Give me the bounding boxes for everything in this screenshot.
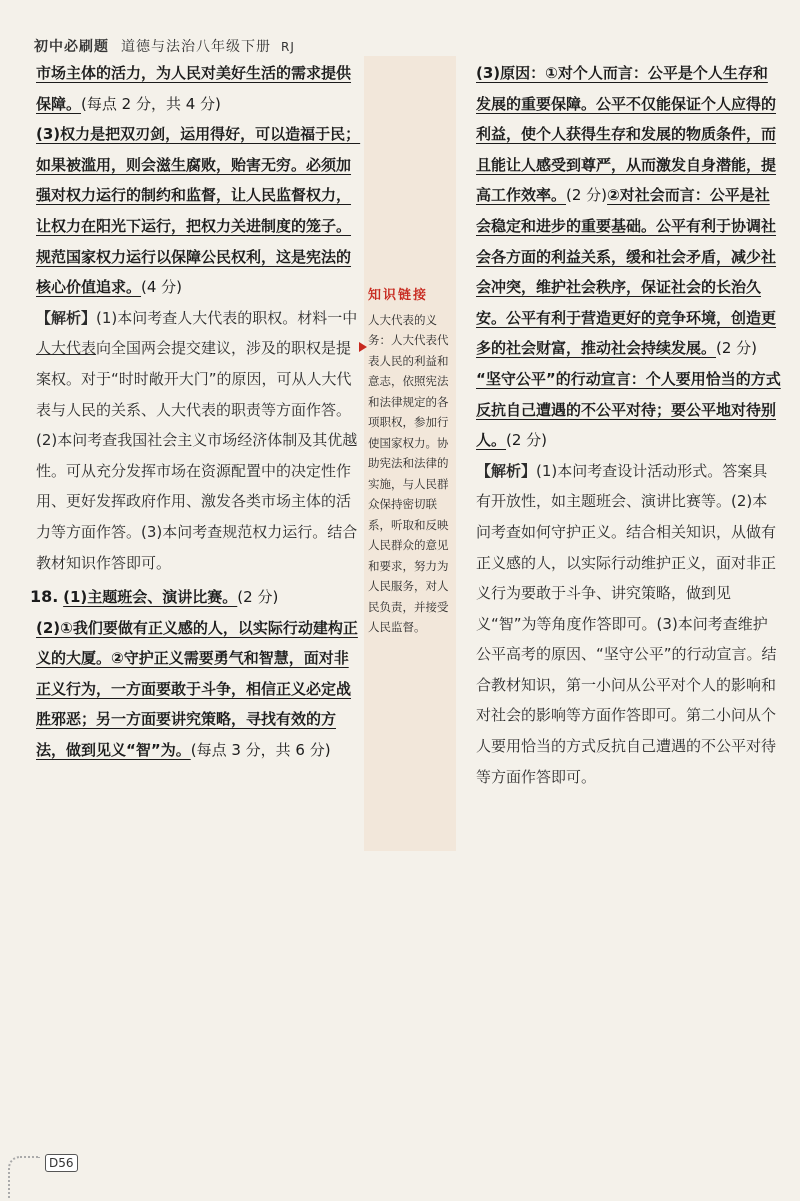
answer-block [36,58,361,119]
score-note: (每点 2 分，共 4 分) [81,94,221,113]
explanation-label: 【解析】 [476,461,537,480]
score-note: (2 分) [237,588,279,607]
series-title: 初中必刷题 [34,39,109,55]
sidebar-title: 知识链接 [368,288,429,303]
left-column [30,58,361,766]
explanation-text: 向全国两会提交建议，涉及的职权是提案权。对于“时时敞开大门”的原因，可从人大代表与人民的关系、人大代表的职责等方面作答。(2)本问考查我国社会主义市场经济体制及其优越性。可从充分发挥市场在资源配置中的决定性作用、更好发挥政府作用、激发各类市场主体的活力等方面作答。(3)本问考查规范权力运行。结合教材知识作答即可。 [36,339,358,572]
answer-text: ②对社会而言：公平是社会稳定和进步的重要基础。公平有利于协调社会各方面的利益关系，缓和社会矛盾，减少社会冲突，维护社会秩序，保证社会的长治久安。公平有利于营造更好的竞争环境，创造更多的社会财富，推动社会持续发展。 [476,186,777,358]
score-note: (2 分) [506,431,548,450]
explanation-text: (1)本问考查人大代表的职权。材料一中 [96,308,358,327]
answer-text: “坚守公平”的行动宣言：个人要用恰当的方式反抗自己遭遇的不公平对待；要公平地对待别人。 [476,369,781,450]
question-18 [30,582,361,613]
answer-text: (2)①我们要做有正义感的人，以实际行动建构正义的大厦。②守护正义需要勇气和智慧，面对非正义行为，一方面要敢于斗争，相信正义必定战胜邪恶；另一方面要讲究策略，寻找有效的方法，做到见义“智”为。 [36,618,358,760]
question-number: 18. [30,587,59,607]
explanation [476,456,782,793]
answer-text: (1)主题班会、演讲比赛。 [63,588,238,607]
underlined-term: 人大代表 [36,339,97,358]
answer-block [36,119,361,303]
knowledge-link-sidebar [364,56,456,851]
answer-text: (3)原因：①对个人而言：公平是个人生存和发展的重要保障。公平不仅能保证个人应得的利益，使个人获得生存和发展的物质条件，而且能让人感受到尊严，从而激发自身潜能，提高工作效率。 [476,64,777,205]
score-note: (2 分) [716,339,758,358]
running-header [34,36,295,56]
corner-decoration [8,1156,40,1198]
score-note: (4 分) [141,278,183,297]
sidebar-content [368,286,454,638]
answer-block [36,613,361,766]
answer-block [476,58,782,364]
score-note: (2 分) [566,186,608,205]
right-column [476,58,782,792]
answer-text: (3)权力是把双刃剑，运用得好，可以造福于民；如果被滥用，则会滋生腐败，贻害无穷。必须加强对权力运行的制约和监督，让人民监督权力，让权力在阳光下运行，把权力关进制度的笼子。规范国家权力运行以保障公民权利，这是宪法的核心价值追求。 [36,125,361,297]
answer-text: 市场主体的活力，为人民对美好生活的需求提供保障。 [36,64,352,113]
edition-label: RJ [281,40,295,54]
pointer-arrow-icon [359,342,367,352]
score-note: (每点 3 分，共 6 分) [190,741,331,760]
answer-block [476,364,782,456]
page-number: D56 [45,1154,78,1172]
explanation-text: (1)本问考查设计活动形式。答案具有开放性，如主题班会、演讲比赛等。(2)本问考查如何守护正义。结合相关知识，从做有正义感的人，以实际行动维护正义，面对非正义行为要敢于斗争、讲究策略，做到见义“智”为等角度作答即可。(3)本问考查维护公平高考的原因、“坚守公平”的行动宣言。结合教材知识，第一小问从公平对个人的影响和对社会的影响等方面作答即可。第二小问从个人要用恰当的方式反抗自己遭遇的不公平对待等方面作答即可。 [476,461,777,786]
book-title: 道德与法治八年级下册 [121,39,271,55]
sidebar-text: 人大代表的义务：人大代表代表人民的利益和意志，依照宪法和法律规定的各项职权，参加行使国家权力。协助宪法和法律的实施，与人民群众保持密切联系，听取和反映人民群众的意见和要求，努力为人民服务，对人民负责，并接受人民监督。 [368,312,449,634]
explanation-label: 【解析】 [36,308,97,327]
explanation [36,303,361,578]
